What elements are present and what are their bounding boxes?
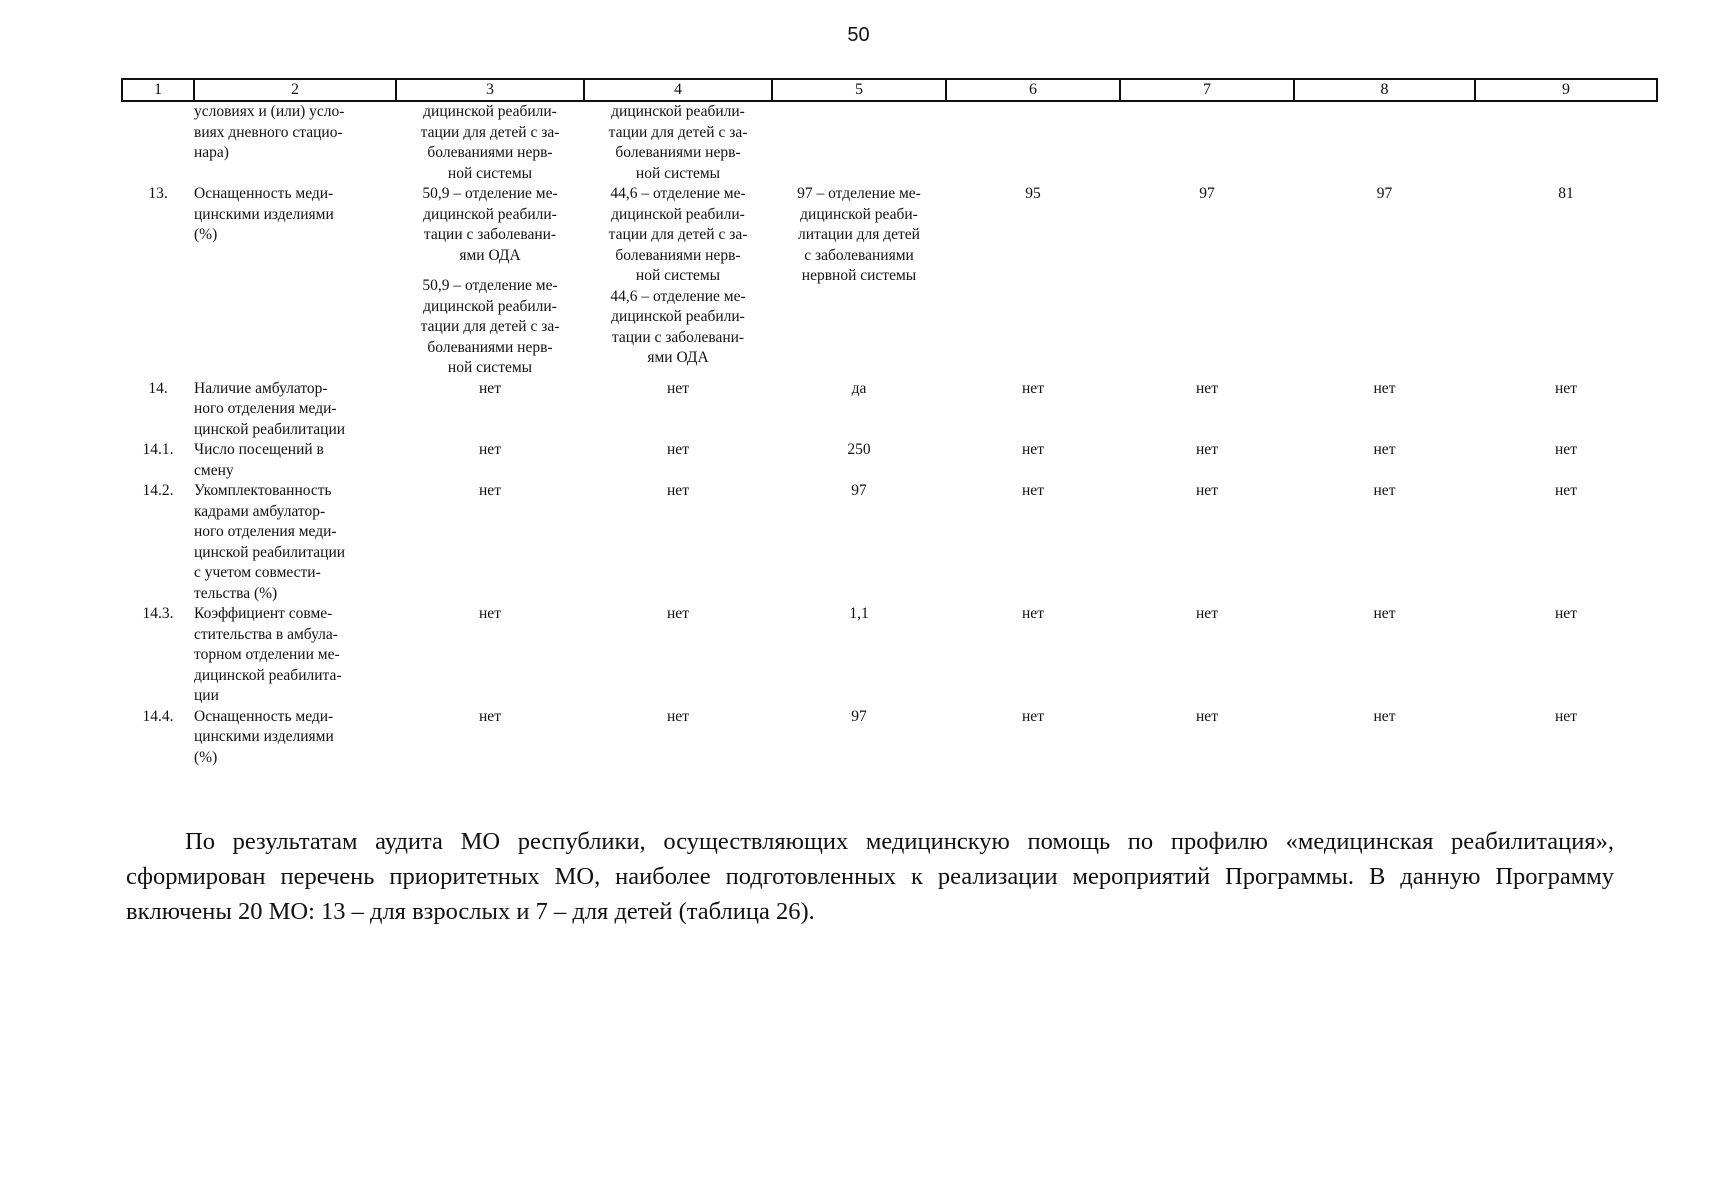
value-cell: нет [1373, 605, 1396, 622]
value-cell: 97 [851, 707, 867, 725]
text-line: торном отделении ме- [194, 646, 340, 663]
table-row [122, 101, 1657, 184]
indicators-table [121, 78, 1658, 768]
text-line: дицинской реабилита- [194, 666, 342, 684]
text-line: тельства (%) [194, 584, 278, 602]
value-cell [396, 101, 584, 184]
value-cell: нет [667, 441, 689, 458]
column-header: 6 [946, 79, 1120, 101]
indicator-name-cell [194, 184, 396, 379]
value-cell [772, 184, 946, 379]
text-line: Оснащенность меди- [194, 185, 334, 202]
value-cell: нет [1196, 379, 1218, 397]
value-cell: нет [1196, 707, 1218, 725]
text-line: ями ОДА [647, 349, 709, 366]
value-cell: нет [479, 707, 501, 725]
table-row [122, 379, 1657, 441]
table-row [122, 184, 1657, 379]
text-line: Число посещений в [194, 441, 324, 458]
value-cell: нет [1196, 605, 1218, 622]
row-number-cell: 14.2. [142, 482, 174, 499]
body-paragraph [126, 824, 1614, 929]
text-line: ного отделения меди- [194, 400, 337, 417]
row-number-cell: 14. [148, 379, 168, 397]
text-line: цинскими изделиями [194, 728, 334, 745]
value-cell: нет [1373, 707, 1396, 725]
text-line: ной системы [635, 267, 721, 284]
text-line: болеваниями нерв- [615, 246, 741, 264]
row-number-cell: 14.1. [142, 441, 174, 458]
indicator-name-cell [194, 481, 396, 604]
column-header: 4 [584, 79, 772, 101]
indicator-name-cell [194, 440, 396, 481]
text-line: тации для детей с за- [608, 123, 748, 141]
value-cell: нет [1373, 482, 1396, 499]
value-cell: нет [1196, 441, 1218, 458]
text-line: дицинской реаби- [800, 205, 918, 223]
value-cell: нет [1022, 379, 1044, 397]
row-number-cell [122, 101, 194, 184]
value-cell: нет [1022, 605, 1044, 622]
table-row [122, 604, 1657, 707]
text-line: дицинской реабили- [423, 103, 557, 120]
value-cell: нет [1555, 605, 1577, 622]
indicator-name-cell [194, 707, 396, 769]
indicator-name-cell [194, 604, 396, 707]
value-cell: нет [667, 379, 689, 397]
text-line: Укомплектованность [194, 482, 332, 499]
value-cell: нет [1022, 441, 1044, 458]
text-line: Оснащенность меди- [194, 707, 334, 725]
value-cell: нет [667, 482, 689, 499]
value-cell: да [851, 379, 867, 397]
value-cell: нет [479, 379, 501, 397]
table-row [122, 440, 1657, 481]
column-header: 8 [1294, 79, 1475, 101]
indicator-name-cell [194, 101, 396, 184]
column-header: 2 [194, 79, 396, 101]
row-number-cell: 13. [148, 185, 168, 202]
table-row [122, 707, 1657, 769]
text-line: тации с заболевани- [423, 226, 557, 243]
value-cell: 97 [1376, 185, 1393, 202]
text-line: болеваниями нерв- [427, 144, 553, 161]
column-header: 5 [772, 79, 946, 101]
text-line: Коэффициент совме- [194, 605, 333, 622]
text-line: ной системы [447, 359, 533, 376]
value-cell: нет [479, 441, 501, 458]
column-header: 7 [1120, 79, 1294, 101]
value-cell: нет [1555, 379, 1577, 397]
text-line: виях дневного стацио- [194, 123, 343, 141]
value-cell: нет [667, 605, 689, 622]
text-line: цинскими изделиями [194, 205, 334, 223]
column-header: 3 [396, 79, 584, 101]
text-line: с учетом совмести- [194, 564, 321, 581]
value-cell: 95 [1025, 185, 1041, 202]
value-cell: 1,1 [849, 605, 869, 622]
text-line: дицинской реабили- [611, 205, 745, 223]
value-cell: нет [667, 707, 689, 725]
text-line: литации для детей [798, 226, 920, 243]
text-line: ями ОДА [459, 246, 521, 264]
text-line: тации с заболевани- [611, 328, 745, 346]
text-line: дицинской реабили- [423, 297, 557, 315]
text-line: ной системы [635, 164, 721, 182]
text-line: (%) [194, 226, 218, 243]
column-header: 1 [122, 79, 194, 101]
table-header-row [122, 79, 1657, 101]
value-cell: 250 [847, 441, 871, 458]
text-line: цинской реабилитации [194, 420, 346, 438]
page-number: 50 [847, 24, 870, 46]
text-line: смену [194, 461, 234, 479]
text-line: болеваниями нерв- [615, 144, 741, 161]
text-line: кадрами амбулатор- [194, 502, 326, 520]
text-line: Наличие амбулатор- [194, 379, 328, 397]
text-line: 44,6 – отделение ме- [610, 185, 746, 202]
value-cell: нет [1373, 441, 1396, 458]
value-cell: 97 [1199, 185, 1215, 202]
row-number-cell: 14.3. [142, 605, 174, 622]
value-cell: 97 [851, 482, 867, 499]
text-line: ного отделения меди- [194, 523, 337, 540]
text-line: 50,9 – отделение ме- [422, 185, 558, 202]
value-cell: нет [1555, 707, 1577, 725]
text-line: ной системы [447, 164, 533, 182]
value-cell: нет [1022, 707, 1044, 725]
text-line: 50,9 – отделение ме- [422, 277, 558, 294]
text-line: тации для детей с за- [608, 226, 748, 243]
text-line: тации для детей с за- [420, 318, 560, 335]
text-line: болеваниями нерв- [427, 338, 553, 356]
value-cell: нет [479, 605, 501, 622]
text-line: 44,6 – отделение ме- [610, 287, 746, 305]
column-header: 9 [1475, 79, 1657, 101]
paragraph-text: По результатам аудита МО республики, осуществляющих медицинскую помощь по профилю «медицинская реабилитация», сформирован перечень приоритетных МО, наиболее подготовленных к реализации мероприятий Программы. В данную Программу включены 20 МО: 13 – для взрослых и 7 – для детей (таблица 26). [126, 828, 1614, 925]
value-cell [584, 184, 772, 379]
table-row [122, 481, 1657, 604]
text-line: условиях и (или) усло- [194, 103, 345, 120]
text-line: тации для детей с за- [420, 123, 560, 141]
indicator-name-cell [194, 379, 396, 441]
text-line: стительства в амбула- [194, 625, 338, 643]
text-line: дицинской реабили- [423, 205, 557, 223]
value-cell: нет [1555, 441, 1577, 458]
text-line: нара) [194, 144, 229, 161]
value-cell: 81 [1558, 185, 1574, 202]
text-line: ции [194, 687, 219, 704]
value-cell [584, 101, 772, 184]
value-cell: нет [1555, 482, 1577, 499]
value-cell: нет [1373, 379, 1396, 397]
row-number-cell: 14.4. [142, 707, 174, 725]
value-cell: нет [479, 482, 501, 499]
text-line: дицинской реабили- [611, 308, 745, 325]
text-line: 97 – отделение ме- [797, 185, 921, 202]
value-cell [396, 184, 584, 379]
text-line: (%) [194, 748, 218, 766]
value-cell: нет [1196, 482, 1218, 499]
text-line: с заболеваниями [804, 246, 914, 264]
text-line: нервной системы [801, 267, 917, 284]
text-line: дицинской реабили- [611, 103, 745, 120]
text-line: цинской реабилитации [194, 543, 346, 561]
value-cell: нет [1022, 482, 1044, 499]
